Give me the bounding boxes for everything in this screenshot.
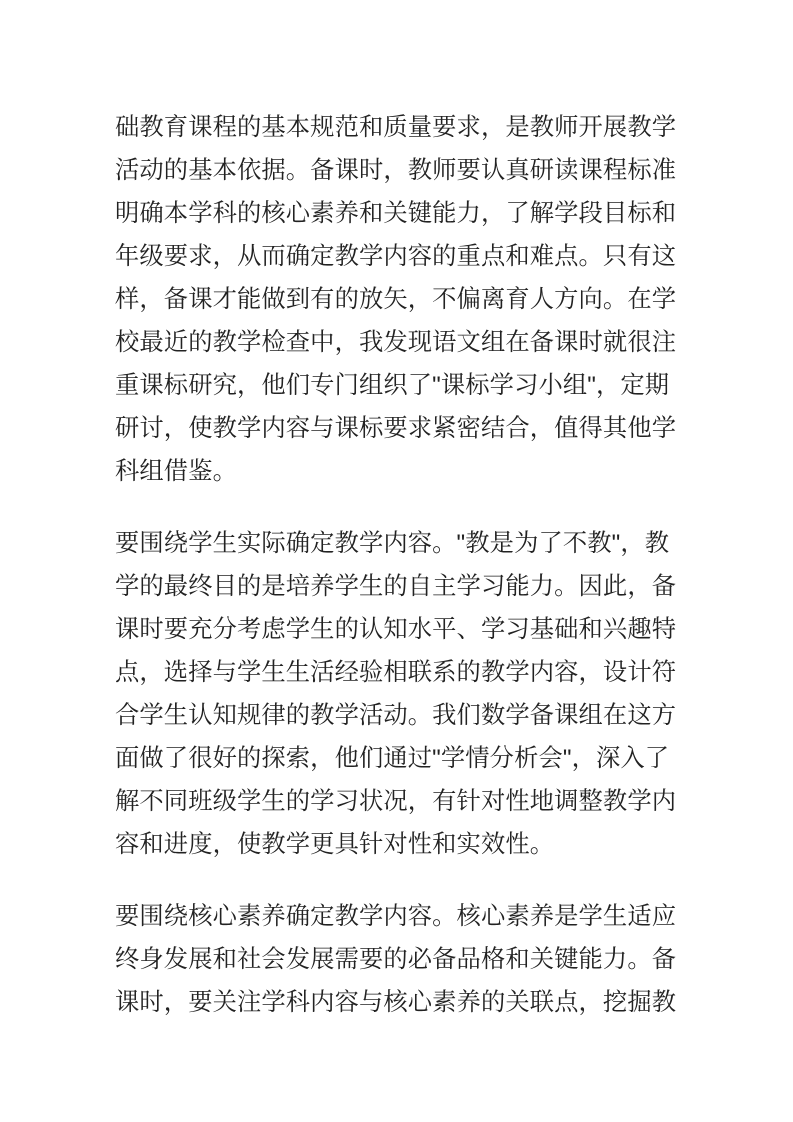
paragraph: [115, 106, 677, 493]
text-line: 明确本学科的核心素养和关键能力，了解学段目标和: [115, 200, 677, 227]
text-line: 点，选择与学生生活经验相联系的教学内容，设计符: [115, 659, 677, 686]
text-line: 课时，要关注学科内容与核心素养的关联点，挖掘教: [115, 989, 677, 1016]
text-line: 容和进度，使教学更具针对性和实效性。: [115, 831, 555, 858]
text-line: 要围绕学生实际确定教学内容。"教是为了不教"，教: [115, 530, 670, 557]
text-line: 合学生认知规律的教学活动。我们数学备课组在这方: [115, 702, 677, 729]
text-line: 终身发展和社会发展需要的必备品格和关键能力。备: [115, 946, 677, 973]
text-line: 课时要充分考虑学生的认知水平、学习基础和兴趣特: [115, 616, 677, 643]
paragraph: [115, 895, 677, 1024]
text-line: 年级要求，从而确定教学内容的重点和难点。只有这: [115, 243, 677, 270]
text-line: 学的最终目的是培养学生的自主学习能力。因此，备: [115, 573, 677, 600]
text-line: 面做了很好的探索，他们通过"学情分析会"，深入了: [115, 745, 670, 772]
text-line: 活动的基本依据。备课时，教师要认真研读课程标准: [115, 157, 677, 184]
article-text-block: [115, 106, 677, 1053]
text-line: 重课标研究，他们专门组织了"课标学习小组"，定期: [115, 372, 670, 399]
text-line: 样，备课才能做到有的放矢，不偏离育人方向。在学: [115, 286, 677, 313]
text-line: 要围绕核心素养确定教学内容。核心素养是学生适应: [115, 903, 677, 930]
text-line: 校最近的教学检查中，我发现语文组在备课时就很注: [115, 329, 677, 356]
paragraph: [115, 522, 677, 866]
text-line: 解不同班级学生的学习状况，有针对性地调整教学内: [115, 788, 677, 815]
text-line: 础教育课程的基本规范和质量要求，是教师开展教学: [115, 114, 677, 141]
text-line: 研讨，使教学内容与课标要求紧密结合，值得其他学: [115, 415, 677, 442]
text-line: 科组借鉴。: [115, 458, 237, 485]
